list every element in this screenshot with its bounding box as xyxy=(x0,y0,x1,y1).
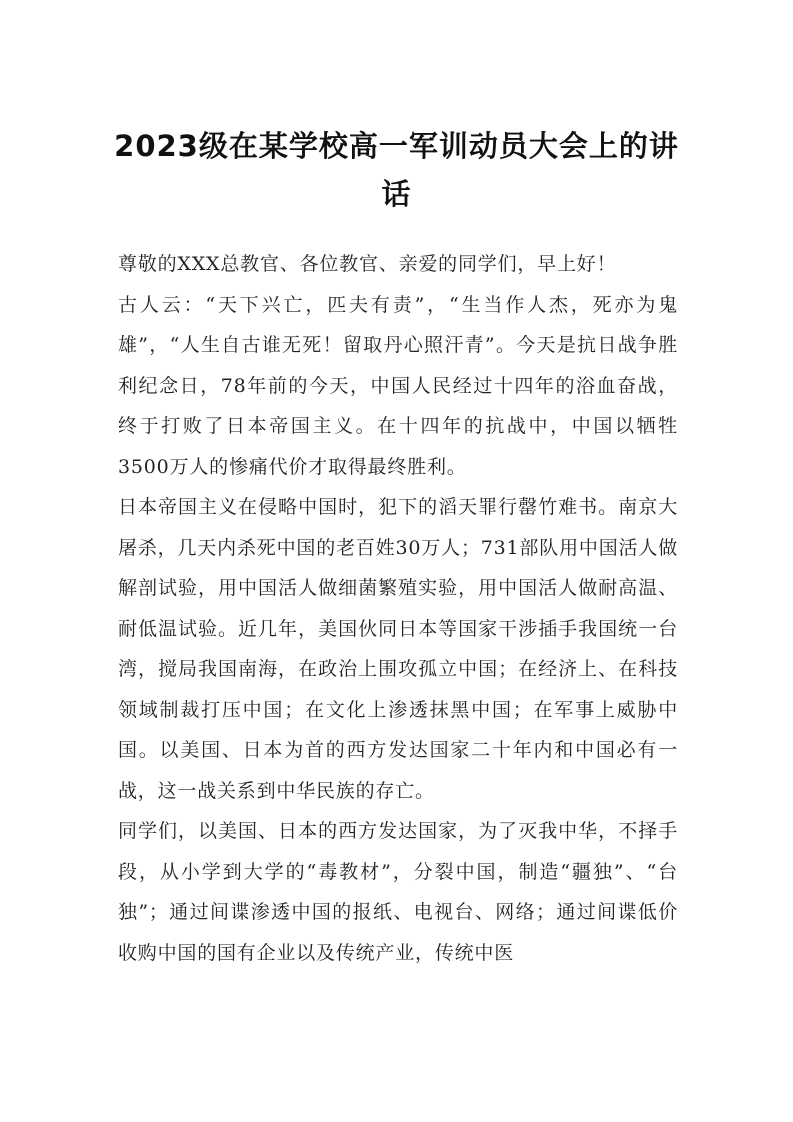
paragraph-students: 同学们，以美国、日本的西方发达国家，为了灭我中华，不择手段，从小学到大学的“毒教材”，分裂中国，制造“疆独”、“台独”；通过间谍渗透中国的报纸、电视台、网络；通过间谍低价收购中国的国有企业以及传统产业，传统中医 xyxy=(118,820,678,964)
paragraph-atrocities: 日本帝国主义在侵略中国时，犯下的滔天罪行罄竹难书。南京大屠杀，几天内杀死中国的老百姓30万人；731部队用中国活人做解剖试验，用中国活人做细菌繁殖实验，用中国活人做耐高温、耐低温试验。近几年，美国伙同日本等国家干涉插手我国统一台湾，搅局我国南海，在政治上围攻孤立中国；在经济上、在科技领域制裁打压中国；在文化上渗透抹黑中国；在军事上威胁中国。以美国、日本为首的西方发达国家二十年内和中国必有一战，这一战关系到中华民族的存亡。 xyxy=(118,496,678,802)
paragraph-history: 古人云：“天下兴亡，匹夫有责”，“生当作人杰，死亦为鬼雄”，“人生自古谁无死！留取丹心照汗青”。今天是抗日战争胜利纪念日，78年前的今天，中国人民经过十四年的浴血奋战，终于打败了日本帝国主义。在十四年的抗战中，中国以牺牲3500万人的惨痛代价才取得最终胜利。 xyxy=(118,293,678,478)
document-body xyxy=(118,244,678,973)
document-title: 2023级在某学校高一军训动员大会上的讲话 xyxy=(114,129,679,211)
paragraph-greeting: 尊敬的XXX总教官、各位教官、亲爱的同学们，早上好！ xyxy=(118,253,617,275)
